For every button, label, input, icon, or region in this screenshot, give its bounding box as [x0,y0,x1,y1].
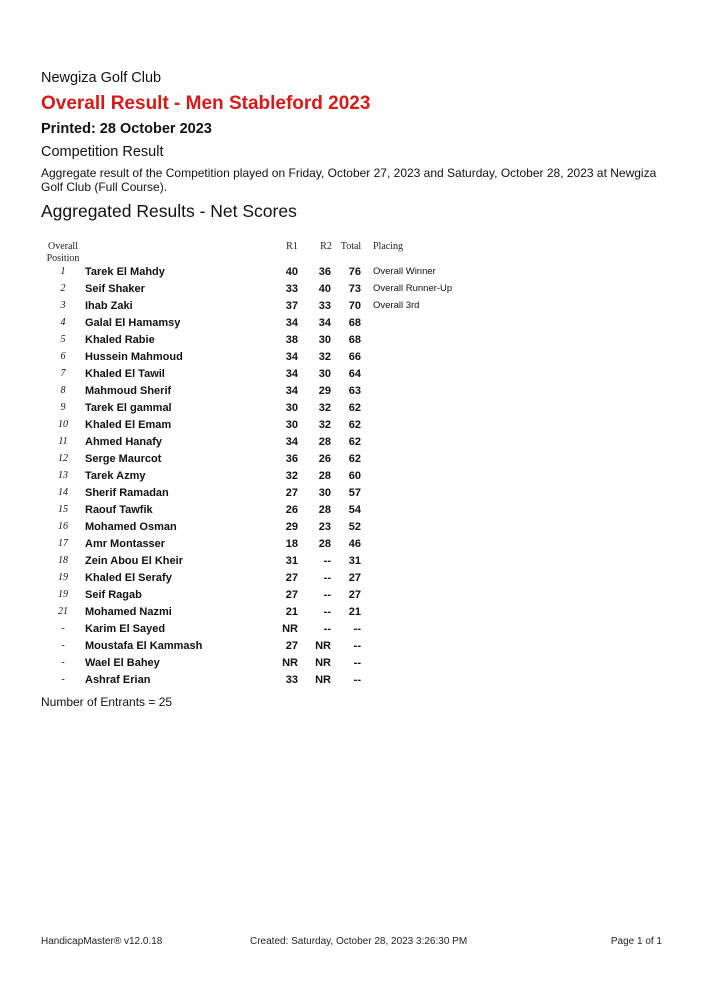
round1-score-cell: 37 [285,300,298,312]
table-row [0,400,707,417]
table-row [0,264,707,281]
position-cell: 2 [60,283,66,294]
round1-score-cell: 36 [285,453,298,465]
position-cell: 16 [58,521,68,532]
player-name-cell: Zein Abou El Kheir [85,555,183,567]
total-score-cell: 27 [348,572,361,584]
section-title: Aggregated Results - Net Scores [41,201,297,221]
table-row [0,553,707,570]
table-row [0,298,707,315]
round2-score-cell: -- [323,572,331,584]
total-score-cell: 27 [348,589,361,601]
player-name-cell: Khaled El Serafy [85,572,172,584]
round1-score-cell: 27 [285,589,298,601]
page-title: Overall Result - Men Stableford 2023 [41,93,371,114]
table-row [0,485,707,502]
total-score-cell: 57 [348,487,361,499]
table-row [0,604,707,621]
column-header-r1: R1 [286,241,298,252]
position-cell: 5 [60,334,66,345]
total-score-cell: 66 [348,351,361,363]
table-row [0,655,707,672]
player-name-cell: Ihab Zaki [85,300,133,312]
player-name-cell: Khaled El Emam [85,419,172,431]
position-cell: 21 [58,606,68,617]
footer-software: HandicapMaster® v12.0.18 [41,936,163,947]
position-cell: - [61,623,65,634]
player-name-cell: Tarek El Mahdy [85,266,165,278]
round1-score-cell: 33 [285,674,298,686]
position-cell: 18 [58,555,68,566]
round1-score-cell: 27 [285,487,298,499]
round1-score-cell: 27 [285,572,298,584]
player-name-cell: Mohamed Osman [85,521,177,533]
round1-score-cell: 40 [285,266,298,278]
player-name-cell: Sherif Ramadan [85,487,169,499]
table-row [0,672,707,689]
total-score-cell: 64 [348,368,361,380]
table-row [0,417,707,434]
round1-score-cell: 31 [285,555,298,567]
total-score-cell: 21 [348,606,361,618]
total-score-cell: 60 [348,470,361,482]
player-name-cell: Ashraf Erian [85,674,151,686]
table-row [0,587,707,604]
player-name-cell: Raouf Tawfik [85,504,153,516]
total-score-cell: -- [353,623,361,635]
round2-score-cell: NR [315,674,331,686]
position-cell: 4 [60,317,66,328]
total-score-cell: 62 [348,436,361,448]
round1-score-cell: 34 [285,317,298,329]
position-cell: - [61,657,65,668]
player-name-cell: Ahmed Hanafy [85,436,163,448]
total-score-cell: 68 [348,334,361,346]
round1-score-cell: 29 [285,521,298,533]
position-cell: 6 [60,351,66,362]
round1-score-cell: 21 [285,606,298,618]
round1-score-cell: 34 [285,368,298,380]
total-score-cell: -- [353,640,361,652]
table-row [0,332,707,349]
player-name-cell: Karim El Sayed [85,623,166,635]
round2-score-cell: -- [323,589,331,601]
player-name-cell: Khaled El Tawil [85,368,165,380]
round1-score-cell: 32 [285,470,298,482]
round1-score-cell: 18 [285,538,298,550]
player-name-cell: Tarek Azmy [85,470,146,482]
player-name-cell: Wael El Bahey [85,657,160,669]
table-row [0,519,707,536]
round2-score-cell: NR [315,657,331,669]
column-header-total: Total [340,241,362,252]
round2-score-cell: 26 [318,453,331,465]
total-score-cell: 62 [348,419,361,431]
column-header-r2: R2 [320,241,332,252]
total-score-cell: 52 [348,521,361,533]
footer-page-number: Page 1 of 1 [610,936,662,947]
club-name: Newgiza Golf Club [41,70,162,86]
round2-score-cell: 30 [318,368,331,380]
total-score-cell: -- [353,674,361,686]
round2-score-cell: 30 [318,334,331,346]
round1-score-cell: 34 [285,436,298,448]
column-header-position: Overall Position [46,241,80,264]
table-row [0,434,707,451]
total-score-cell: 73 [348,283,361,295]
position-cell: 19 [58,572,68,583]
position-cell: 14 [58,487,68,498]
player-name-cell: Tarek El gammal [85,402,172,414]
round2-score-cell: -- [323,623,331,635]
table-row [0,570,707,587]
player-name-cell: Mohamed Nazmi [85,606,172,618]
round1-score-cell: 27 [285,640,298,652]
round2-score-cell: 30 [318,487,331,499]
round1-score-cell: 30 [285,402,298,414]
printed-date: Printed: 28 October 2023 [41,121,212,137]
position-cell: 11 [58,436,68,447]
total-score-cell: 46 [348,538,361,550]
table-row [0,468,707,485]
position-cell: - [61,640,65,651]
total-score-cell: 76 [348,266,361,278]
position-cell: 12 [58,453,68,464]
round1-score-cell: NR [282,623,298,635]
table-row [0,349,707,366]
round2-score-cell: 28 [318,538,331,550]
position-cell: 9 [60,402,66,413]
round1-score-cell: NR [282,657,298,669]
table-row [0,451,707,468]
player-name-cell: Serge Maurcot [85,453,162,465]
position-cell: 8 [60,385,66,396]
footer-created: Created: Saturday, October 28, 2023 3:26:30 PM [250,936,468,947]
total-score-cell: 62 [348,453,361,465]
total-score-cell: 70 [348,300,361,312]
round2-score-cell: NR [315,640,331,652]
round1-score-cell: 34 [285,385,298,397]
round2-score-cell: 32 [318,402,331,414]
position-cell: 10 [58,419,68,430]
table-row [0,536,707,553]
table-row [0,383,707,400]
position-cell: 3 [60,300,66,311]
player-name-cell: Amr Montasser [85,538,166,550]
player-name-cell: Seif Shaker [85,283,145,295]
placing-cell: Overall Winner [373,266,436,277]
round2-score-cell: 23 [318,521,331,533]
results-table [0,264,707,689]
total-score-cell: 62 [348,402,361,414]
round2-score-cell: 28 [318,436,331,448]
total-score-cell: 54 [348,504,361,516]
player-name-cell: Hussein Mahmoud [85,351,183,363]
round2-score-cell: 32 [318,419,331,431]
round2-score-cell: 29 [318,385,331,397]
table-row [0,315,707,332]
table-row [0,281,707,298]
round1-score-cell: 33 [285,283,298,295]
round1-score-cell: 26 [285,504,298,516]
round2-score-cell: -- [323,606,331,618]
table-row [0,502,707,519]
round1-score-cell: 34 [285,351,298,363]
position-cell: - [61,674,65,685]
player-name-cell: Khaled Rabie [85,334,155,346]
round2-score-cell: 33 [318,300,331,312]
placing-cell: Overall Runner-Up [373,283,453,294]
player-name-cell: Mahmoud Sherif [85,385,172,397]
placing-cell: Overall 3rd [373,300,420,311]
position-cell: 1 [60,266,66,277]
position-cell: 15 [58,504,68,515]
position-cell: 19 [58,589,68,600]
round2-score-cell: 40 [318,283,331,295]
player-name-cell: Moustafa El Kammash [85,640,203,652]
round2-score-cell: 32 [318,351,331,363]
total-score-cell: -- [353,657,361,669]
total-score-cell: 63 [348,385,361,397]
round2-score-cell: -- [323,555,331,567]
table-row [0,621,707,638]
position-cell: 17 [58,538,68,549]
total-score-cell: 68 [348,317,361,329]
round2-score-cell: 28 [318,504,331,516]
player-name-cell: Seif Ragab [85,589,142,601]
competition-description: Aggregate result of the Competition played on Friday, October 27, 2023 and Saturday, October 28, 2023 at Newgiza Golf Club (Full Course). [41,166,657,194]
position-cell: 7 [60,368,66,379]
total-score-cell: 31 [348,555,361,567]
player-name-cell: Galal El Hamamsy [85,317,181,329]
table-row [0,638,707,655]
round2-score-cell: 36 [318,266,331,278]
entrants-count: Number of Entrants = 25 [41,695,173,709]
round2-score-cell: 28 [318,470,331,482]
round1-score-cell: 30 [285,419,298,431]
round2-score-cell: 34 [318,317,331,329]
round1-score-cell: 38 [285,334,298,346]
column-header-placing: Placing [373,241,403,252]
position-cell: 13 [58,470,68,481]
competition-label: Competition Result [41,144,164,160]
table-row [0,366,707,383]
